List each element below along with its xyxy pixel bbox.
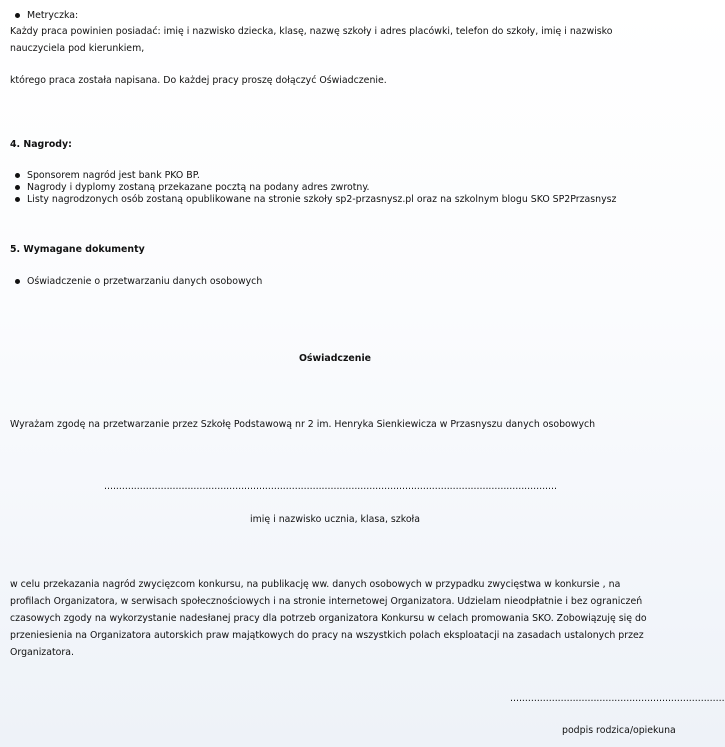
metryczka-title: Metryczka: xyxy=(10,10,660,22)
metryczka-list xyxy=(10,10,660,22)
section4-heading: 4. Nagrody: xyxy=(10,139,72,150)
consent-text: Wyrażam zgodę na przetwarzanie przez Szkołę Podstawową nr 2 im. Henryka Sienkiewicza w Przasnyszu danych osobowych xyxy=(10,419,596,430)
consent-body: w celu przekazania nagród zwycięzcom konkursu, na publikację ww. danych osobowych w przypadku zwycięstwa w konkursie , na profilach Organizatora, w serwisach społecznościowych i na stronie internetowej Organizatora. Udzielam nieodpłatnie i bez ograniczeń czasowych zgody na wykorzystanie nadesłanej pracy dla potrzeb organizatora Konkursu w celach promowania SKO. Zobowiązuję się do przeniesienia na Organizatora autorskich praw majątkowych do pracy na wszystkich polach eksploatacji na zasadach ustalonych przez Organizatora. xyxy=(10,579,647,658)
section4-item: Sponsorem nagród jest bank PKO BP. xyxy=(10,170,660,182)
section4-item: Listy nagrodzonych osób zostaną opublikowane na stronie szkoły sp2-przasnysz.pl oraz na szkolnym blogu SKO SP2Przasnysz xyxy=(10,194,660,206)
metryczka-line1: Każdy praca powinien posiadać: imię i nazwisko dziecka, klasę, nazwę szkoły i adres placówki, telefon do szkoły, imię i nazwisko nauczyciela pod kierunkiem, xyxy=(10,26,613,54)
metryczka-line2: którego praca została napisana. Do każdej pracy proszę dołączyć Oświadczenie. xyxy=(10,75,387,86)
signature-dotted-line: ........................................................................ xyxy=(510,693,725,704)
oswiadczenie-title: Oświadczenie xyxy=(298,353,372,364)
section5-heading: 5. Wymagane dokumenty xyxy=(10,244,145,255)
section4-list xyxy=(10,170,660,206)
name-dotted-line: ........................................................................................................................................................ xyxy=(104,481,557,492)
section5-item: Oświadczenie o przetwarzaniu danych osobowych xyxy=(10,276,660,288)
signature-label: podpis rodzica/opiekuna xyxy=(562,725,676,736)
section5-list xyxy=(10,276,660,288)
name-label: imię i nazwisko ucznia, klasa, szkoła xyxy=(250,514,420,525)
section4-item: Nagrody i dyplomy zostaną przekazane pocztą na podany adres zwrotny. xyxy=(10,182,660,194)
